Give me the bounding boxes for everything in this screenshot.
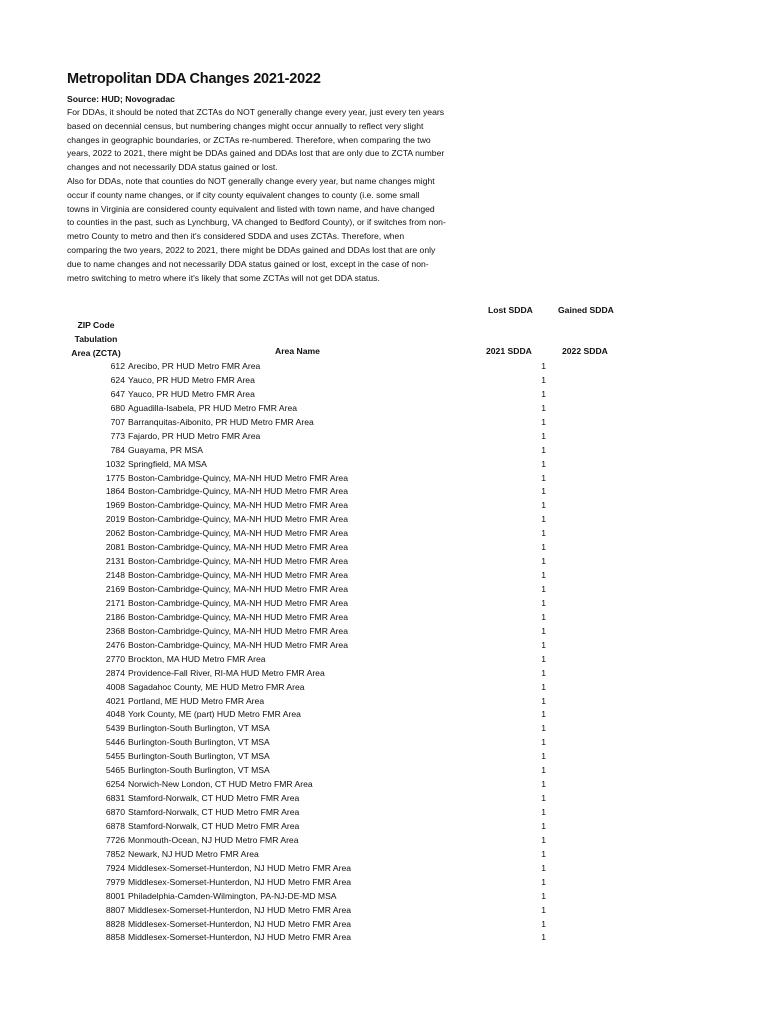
lost-sdda-cell: 1: [541, 597, 546, 608]
table-row: [0, 736, 770, 750]
lost-sdda-cell: 1: [541, 709, 546, 720]
zip-cell: 7924: [105, 862, 125, 873]
zip-header-line: ZIP Code: [77, 320, 115, 330]
table-row: [0, 625, 770, 639]
table-row: [0, 402, 770, 416]
table-row: [0, 513, 770, 527]
zip-cell: 7852: [105, 848, 125, 859]
zip-cell: 6870: [105, 807, 125, 817]
lost-sdda-cell: 1: [541, 500, 546, 511]
lost-sdda-cell: 1: [541, 737, 546, 748]
area-name-cell: Portland, ME HUD Metro FMR Area: [128, 695, 265, 706]
area-name-cell: Newark, NJ HUD Metro FMR Area: [128, 848, 259, 859]
lost-sdda-cell: 1: [541, 904, 546, 915]
lost-sdda-cell: 1: [541, 890, 546, 901]
zip-cell: 773: [110, 430, 125, 441]
area-name-cell: Burlington-South Burlington, VT MSA: [128, 751, 270, 762]
lost-2021-header: 2021 SDDA: [486, 346, 532, 356]
lost-sdda-cell: 1: [541, 807, 546, 817]
lost-sdda-cell: 1: [541, 542, 546, 553]
table-row: [0, 778, 770, 792]
lost-sdda-cell: 1: [541, 611, 546, 622]
lost-sdda-cell: 1: [541, 653, 546, 664]
zip-cell: 2062: [105, 528, 125, 539]
lost-sdda-cell: 1: [541, 570, 546, 581]
zip-code-header: [67, 318, 125, 360]
table-row: [0, 834, 770, 848]
zip-cell: 707: [110, 416, 125, 427]
area-name-cell: Burlington-South Burlington, VT MSA: [128, 737, 270, 748]
table-row: [0, 931, 770, 945]
lost-sdda-cell: 1: [541, 584, 546, 594]
zip-cell: 2368: [105, 625, 125, 636]
lost-sdda-header: Lost SDDA: [488, 305, 533, 315]
lost-sdda-cell: 1: [541, 932, 546, 943]
lost-sdda-cell: 1: [541, 779, 546, 790]
table-row: [0, 499, 770, 513]
table-row: [0, 416, 770, 430]
table-row: [0, 681, 770, 695]
area-name-cell: Middlesex-Somerset-Hunterdon, NJ HUD Metro FMR Area: [128, 932, 352, 943]
lost-sdda-cell: 1: [541, 793, 546, 804]
table-row: [0, 890, 770, 904]
area-name-cell: Guayama, PR MSA: [128, 444, 203, 455]
zip-cell: 7979: [105, 876, 125, 887]
lost-sdda-cell: 1: [541, 361, 546, 371]
lost-sdda-cell: 1: [541, 639, 546, 650]
area-name-cell: Boston-Cambridge-Quincy, MA-NH HUD Metro FMR Area: [128, 514, 348, 525]
page-title: Metropolitan DDA Changes 2021-2022: [67, 71, 321, 87]
table-row: [0, 708, 770, 722]
table-row: [0, 597, 770, 611]
table-row: [0, 458, 770, 472]
table-row: [0, 555, 770, 569]
table-row: [0, 820, 770, 834]
lost-sdda-cell: 1: [541, 388, 546, 399]
lost-sdda-cell: 1: [541, 876, 546, 887]
notes-line: metro County to metro and then it's considered SDDA and uses ZCTAs. Therefore, when: [67, 231, 405, 242]
area-name-cell: Boston-Cambridge-Quincy, MA-NH HUD Metro FMR Area: [128, 597, 348, 608]
table-row: [0, 611, 770, 625]
zip-cell: 2476: [105, 639, 125, 650]
notes-line: occur if county name changes, or if city county equivalent changes to county (i.e. some small: [67, 189, 420, 200]
gained-2022-header: 2022 SDDA: [562, 346, 608, 356]
zip-cell: 6254: [105, 779, 125, 790]
notes-line: changes and not necessarily DDA status gained or lost.: [67, 162, 278, 173]
lost-sdda-cell: 1: [541, 402, 546, 413]
area-name-cell: Middlesex-Somerset-Hunterdon, NJ HUD Metro FMR Area: [128, 904, 352, 915]
zip-cell: 2169: [105, 584, 125, 594]
zip-cell: 8858: [105, 932, 125, 943]
table-row: [0, 569, 770, 583]
zip-cell: 612: [110, 361, 125, 371]
table-row: [0, 862, 770, 876]
lost-sdda-cell: 1: [541, 444, 546, 455]
area-name-cell: York County, ME (part) HUD Metro FMR Area: [128, 709, 301, 720]
area-name-cell: Boston-Cambridge-Quincy, MA-NH HUD Metro FMR Area: [128, 556, 348, 567]
zip-cell: 5455: [105, 751, 125, 762]
lost-sdda-cell: 1: [541, 514, 546, 525]
zip-cell: 1864: [105, 486, 125, 497]
table-row: [0, 639, 770, 653]
area-name-header: Area Name: [275, 346, 320, 356]
table-row: [0, 904, 770, 918]
area-name-cell: Arecibo, PR HUD Metro FMR Area: [128, 361, 261, 371]
lost-sdda-cell: 1: [541, 834, 546, 845]
area-name-cell: Stamford-Norwalk, CT HUD Metro FMR Area: [128, 793, 300, 804]
area-name-cell: Boston-Cambridge-Quincy, MA-NH HUD Metro FMR Area: [128, 472, 348, 483]
area-name-cell: Burlington-South Burlington, VT MSA: [128, 765, 270, 776]
zip-cell: 5439: [105, 723, 125, 734]
zip-cell: 6831: [105, 793, 125, 804]
zip-cell: 4021: [105, 695, 125, 706]
area-name-cell: Boston-Cambridge-Quincy, MA-NH HUD Metro FMR Area: [128, 639, 348, 650]
zip-header-line: Tabulation: [74, 334, 118, 344]
area-name-cell: Stamford-Norwalk, CT HUD Metro FMR Area: [128, 807, 300, 817]
notes-paragraph: [67, 106, 487, 285]
table-row: [0, 722, 770, 736]
table-row: [0, 764, 770, 778]
lost-sdda-cell: 1: [541, 820, 546, 831]
area-name-cell: Norwich-New London, CT HUD Metro FMR Area: [128, 779, 313, 790]
area-name-cell: Middlesex-Somerset-Hunterdon, NJ HUD Metro FMR Area: [128, 862, 352, 873]
table-row: [0, 444, 770, 458]
zip-cell: 8001: [105, 890, 125, 901]
notes-line: years, 2022 to 2021, there might be DDAs gained and DDAs lost that are only due to ZCTA number: [67, 148, 445, 159]
table-row: [0, 527, 770, 541]
area-name-cell: Providence-Fall River, RI-MA HUD Metro FMR Area: [128, 667, 325, 678]
zip-cell: 5446: [105, 737, 125, 748]
table-row: [0, 695, 770, 709]
lost-sdda-cell: 1: [541, 416, 546, 427]
lost-sdda-cell: 1: [541, 667, 546, 678]
table-row: [0, 806, 770, 820]
lost-sdda-cell: 1: [541, 430, 546, 441]
area-name-cell: Aguadilla-Isabela, PR HUD Metro FMR Area: [128, 402, 298, 413]
table-row: [0, 876, 770, 890]
zip-cell: 2186: [105, 611, 125, 622]
lost-sdda-cell: 1: [541, 848, 546, 859]
area-name-cell: Middlesex-Somerset-Hunterdon, NJ HUD Metro FMR Area: [128, 918, 352, 929]
table-row: [0, 541, 770, 555]
area-name-cell: Stamford-Norwalk, CT HUD Metro FMR Area: [128, 820, 300, 831]
zip-header-line: Area (ZCTA): [71, 348, 121, 358]
zip-cell: 624: [110, 374, 125, 385]
notes-line: changes in geographic boundaries, or ZCTAs re-numbered. Therefore, when comparing the two: [67, 134, 431, 145]
zip-cell: 2148: [105, 570, 125, 581]
area-name-cell: Boston-Cambridge-Quincy, MA-NH HUD Metro FMR Area: [128, 528, 348, 539]
lost-sdda-cell: 1: [541, 486, 546, 497]
lost-sdda-cell: 1: [541, 862, 546, 873]
lost-sdda-cell: 1: [541, 625, 546, 636]
lost-sdda-cell: 1: [541, 765, 546, 776]
table-row: [0, 848, 770, 862]
area-name-cell: Philadelphia-Camden-Wilmington, PA-NJ-DE-MD MSA: [128, 890, 337, 901]
table-row: [0, 792, 770, 806]
area-name-cell: Monmouth-Ocean, NJ HUD Metro FMR Area: [128, 834, 299, 845]
zip-cell: 784: [110, 444, 125, 455]
area-name-cell: Boston-Cambridge-Quincy, MA-NH HUD Metro FMR Area: [128, 570, 348, 581]
zip-cell: 6878: [105, 820, 125, 831]
lost-sdda-cell: 1: [541, 374, 546, 385]
zip-cell: 7726: [105, 834, 125, 845]
zip-cell: 1032: [105, 458, 125, 469]
area-name-cell: Boston-Cambridge-Quincy, MA-NH HUD Metro FMR Area: [128, 486, 348, 497]
table-row: [0, 430, 770, 444]
lost-sdda-cell: 1: [541, 681, 546, 692]
area-name-cell: Brockton, MA HUD Metro FMR Area: [128, 653, 266, 664]
area-name-cell: Boston-Cambridge-Quincy, MA-NH HUD Metro FMR Area: [128, 500, 348, 511]
table-row: [0, 472, 770, 486]
zip-cell: 2171: [105, 597, 125, 608]
lost-sdda-cell: 1: [541, 556, 546, 567]
lost-sdda-cell: 1: [541, 472, 546, 483]
notes-line: Also for DDAs, note that counties do NOT generally change every year, but name changes might: [67, 175, 435, 186]
area-name-cell: Yauco, PR HUD Metro FMR Area: [128, 388, 255, 399]
zip-cell: 5465: [105, 765, 125, 776]
table-row: [0, 388, 770, 402]
zip-cell: 2874: [105, 667, 125, 678]
lost-sdda-cell: 1: [541, 528, 546, 539]
area-name-cell: Sagadahoc County, ME HUD Metro FMR Area: [128, 681, 305, 692]
area-name-cell: Burlington-South Burlington, VT MSA: [128, 723, 270, 734]
notes-line: to counties in the past, such as Lynchburg, VA changed to Bedford County), or if switches from non-: [67, 217, 446, 228]
area-name-cell: Boston-Cambridge-Quincy, MA-NH HUD Metro FMR Area: [128, 584, 348, 594]
area-name-cell: Yauco, PR HUD Metro FMR Area: [128, 374, 255, 385]
area-name-cell: Boston-Cambridge-Quincy, MA-NH HUD Metro FMR Area: [128, 611, 348, 622]
zip-cell: 2770: [105, 653, 125, 664]
zip-cell: 2131: [105, 556, 125, 567]
zip-cell: 1969: [105, 500, 125, 511]
zip-cell: 8828: [105, 918, 125, 929]
zip-cell: 680: [110, 402, 125, 413]
area-name-cell: Barranquitas-Aibonito, PR HUD Metro FMR Area: [128, 416, 314, 427]
notes-line: For DDAs, it should be noted that ZCTAs do NOT generally change every year, just every ten years: [67, 107, 445, 117]
lost-sdda-cell: 1: [541, 723, 546, 734]
area-name-cell: Middlesex-Somerset-Hunterdon, NJ HUD Metro FMR Area: [128, 876, 352, 887]
notes-line: due to name changes and not necessarily DDA status gained or lost, except in the case of non-: [67, 258, 429, 269]
gained-sdda-header: Gained SDDA: [558, 305, 614, 315]
area-name-cell: Boston-Cambridge-Quincy, MA-NH HUD Metro FMR Area: [128, 542, 348, 553]
table-row: [0, 583, 770, 597]
zip-cell: 4008: [105, 681, 125, 692]
table-row: [0, 750, 770, 764]
zip-cell: 2081: [105, 542, 125, 553]
source-line: Source: HUD; Novogradac: [67, 94, 175, 104]
zip-cell: 647: [110, 388, 125, 399]
zip-cell: 2019: [105, 514, 125, 525]
notes-line: towns in Virginia are considered county equivalent and listed with town name, and have changed: [67, 203, 435, 214]
notes-line: metro switching to metro where it's likely that some ZCTAs will not get DDA status.: [67, 272, 380, 283]
table-row: [0, 374, 770, 388]
lost-sdda-cell: 1: [541, 751, 546, 762]
zip-cell: 4048: [105, 709, 125, 720]
lost-sdda-cell: 1: [541, 918, 546, 929]
zip-cell: 1775: [105, 472, 125, 483]
table-row: [0, 653, 770, 667]
table-row: [0, 485, 770, 499]
table-row: [0, 667, 770, 681]
lost-sdda-cell: 1: [541, 695, 546, 706]
area-name-cell: Springfield, MA MSA: [128, 458, 207, 469]
notes-line: based on decennial census, but numbering changes might occur annually to reflect very slight: [67, 120, 424, 131]
zip-cell: 8807: [105, 904, 125, 915]
area-name-cell: Boston-Cambridge-Quincy, MA-NH HUD Metro FMR Area: [128, 625, 348, 636]
area-name-cell: Fajardo, PR HUD Metro FMR Area: [128, 430, 261, 441]
table-row: [0, 360, 770, 374]
data-table: [0, 360, 770, 945]
lost-sdda-cell: 1: [541, 458, 546, 469]
notes-line: comparing the two years, 2022 to 2021, there might be DDAs gained and DDAs lost that are only: [67, 244, 436, 255]
table-row: [0, 918, 770, 932]
